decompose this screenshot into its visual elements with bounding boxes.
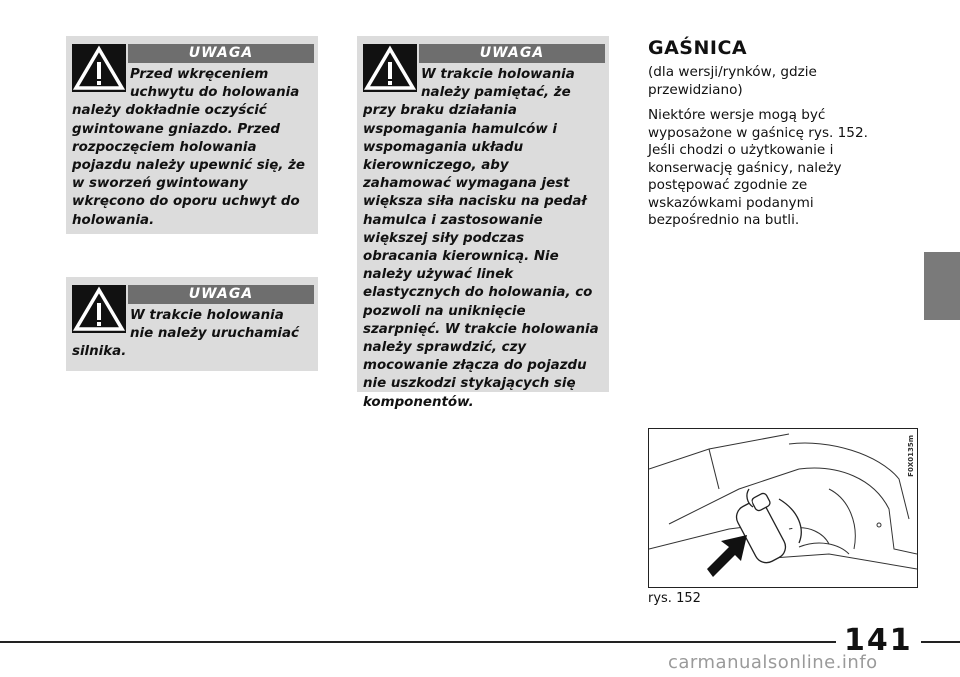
watermark: carmanualsonline.info [668,652,878,673]
page-number: 141 [836,622,921,660]
arrow-icon [707,535,747,577]
footer-line [0,641,960,643]
warning-text: W trakcie holowania nie należy uruchamiać silnika. [72,308,299,360]
warning-triangle-icon [72,44,126,92]
warning-header: UWAGA [419,44,605,63]
figure-152 [648,428,918,588]
warning-box-1 [66,36,318,234]
warning-text: W trakcie holowania należy pamiętać, że przy braku działania wspomagania hamulców i wspomagania układu kierowniczego, aby zahamować wymagana jest większa siła nacisku na pedał hamulca i zastosowanie większej siły podczas obracania kierownicą. Nie należy używać linek elastycznych do holowania, co pozwoli na uniknięcie szarpnięć. W trakcie holowania należy sprawdzić, czy mocowanie złącza do pojazdu nie uszkodzi stykających się komponentów. [363,67,599,410]
figure-caption: rys. 152 [648,591,701,606]
section-subtitle: (dla wersji/rynków, gdzie przewidziano) [648,64,817,98]
side-tab [924,252,960,320]
warning-header: UWAGA [128,44,314,63]
warning-box-3 [357,36,609,410]
warning-triangle-icon [363,44,417,92]
warning-header: UWAGA [128,285,314,304]
extinguisher-illustration [649,429,917,587]
section-title: GAŚNICA [648,37,748,59]
warning-box-2 [66,277,318,371]
extinguisher-section [648,36,878,230]
section-body: Niektóre wersje mogą być wyposażone w gaśnicę rys. 152. Jeśli chodzi o użytkowanie i konserwację gaśnicy, należy postępować zgodnie ze wskazówkami podanymi bezpośrednio na butli. [648,107,868,228]
figure-code: F0X0135m [907,435,915,477]
warning-text: Przed wkręceniem uchwytu do holowania należy dokładnie oczyścić gwintowane gniazdo. Przed rozpoczęciem holowania pojazdu należy upewnić się, że w sworzeń gwintowany wkręcono do oporu uchwyt do holowania. [72,67,305,228]
warning-triangle-icon [72,285,126,333]
